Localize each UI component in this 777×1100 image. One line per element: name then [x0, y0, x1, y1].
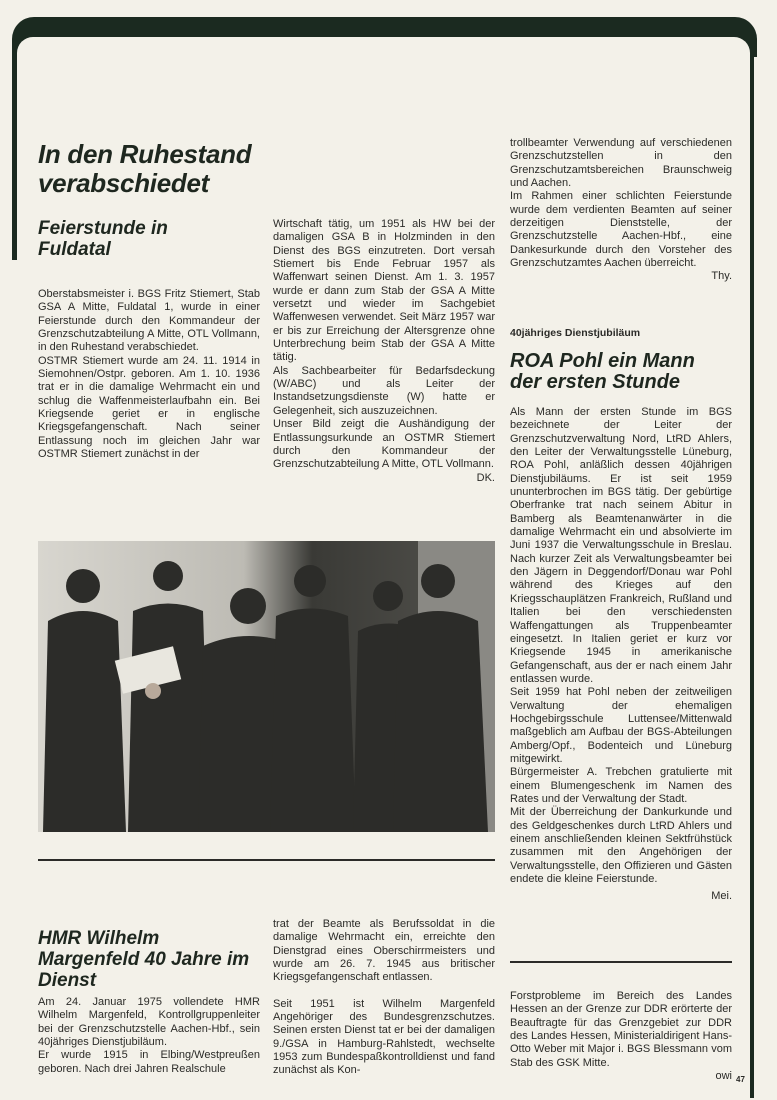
paragraph: trollbeamter Verwendung auf verschiedenen Grenzschutzstellen in den Grenzschutzamtsbereichen Braunschweig und Aachen.: [510, 137, 732, 190]
article1-photo: [38, 541, 495, 832]
paragraph: Im Rahmen einer schlichten Feierstunde wurde dem verdienten Beamten auf seiner derzeitigen Dienststelle, der Grenzschutzstelle Aachen-Hbf., eine Dankesurkunde durch den Vorsteher des Grenzschutzamtes Aachen überreicht.: [510, 190, 732, 270]
article2-title: HMR Wilhelm Margenfeld 40 Jahre im Dienst: [38, 928, 250, 991]
frame-right-border: [750, 40, 754, 1098]
article1-column1: [38, 288, 260, 461]
article2-column3: [510, 137, 732, 284]
paragraph: Als Sachbearbeiter für Bedarfsdeckung (W/ABC) und als Leiter der Instandsetzungsdienste (W) hatte er Gelegenheit, sich auszuzeichnen.: [273, 364, 495, 417]
photo-officers-ceremony: [38, 541, 495, 832]
article2-column2: [273, 918, 495, 1078]
article1-title: In den Ruhestand verabschiedet: [38, 139, 252, 198]
signature: Mei.: [711, 890, 732, 903]
signature: Thy.: [711, 270, 732, 283]
article1-subtitle: Feierstunde in Fuldatal: [38, 218, 168, 260]
frame-left-border: [12, 40, 17, 260]
paragraph: Bürgermeister A. Trebchen gratulierte mit einem Blumengeschenk im Namen des Rates und der Verwaltung der Stadt.: [510, 766, 732, 805]
paragraph: Er wurde 1915 in Elbing/Westpreußen geboren. Nach drei Jahren Realschule: [38, 1049, 260, 1075]
paragraph: trat der Beamte als Berufssoldat in die damalige Wehrmacht ein, erreichte den Dienstgrad eines Oberschirrmeisters und wurde am 26. 7. 1945 aus britischer Kriegsgefangenschaft entlassen.: [273, 918, 495, 984]
paragraph: OSTMR Stiemert wurde am 24. 11. 1914 in Siemohnen/Ostpr. geboren. Am 1. 10. 1936 trat er in die damalige Wehrmacht ein und schlug die Waffenmeisterlaufbahn ein. Bei Kriegsende geriet er in englische Kriegsgefangenschaft. Nach seiner Entlassung noch im gleichen Jahr war OSTMR Stiemert zunächst in der: [38, 354, 260, 461]
paragraph: Seit 1959 hat Pohl neben der zeitweiligen Verwaltung der ehemaligen Hochgebirgsschule Luttensee/Mittenwald maßgeblich am Aufbau der BGS-Abteilungen Amberg/Opf., Bodenteich und Lüneburg mitgewirkt.: [510, 686, 732, 765]
article4-body: [510, 990, 732, 1083]
paragraph: Als Mann der ersten Stunde im BGS bezeichnete der Leiter der Grenzschutzverwaltung Nord, LtRD Ahlers, den Leiter der Verwaltungsstelle Lüneburg, ROA Pohl, anläßlich dessen 40jährigen Dienstjubiläums. Er ist seit 1959 ununterbrochen im BGS tätig. Der gebürtige Oberfranke trat nach seinem Abitur in Bamberg als Beamtenanwärter in die damalige Wehrmacht ein und absolvierte im Juni 1937 die Verwaltungsschule in Breslau. Nach kurzer Zeit als Verwaltungsbeamter bei den Jägern in Deggendorf/Donau war Pohl während des Krieges auf den Kriegsschauplätzen Frankreich, Rußland und Italien bei den verschiedensten Waffengattungen als Truppenbeamter eingesetzt. In Italien geriet er kurz vor Kriegsende 1945 in amerikanische Gefangenschaft, aus der er nach einem Jahr entlassen wurde.: [510, 406, 732, 685]
signature: owi: [715, 1070, 732, 1083]
paragraph: Forstprobleme im Bereich des Landes Hessen an der Grenze zur DDR erörterte der Beauftragte für das Grenzgebiet zur DDR des Landes Hessen, Ministerialdirigent Hans-Otto Weber mit Major i. BGS Blessmann vom Stab des GSK Mitte.: [510, 990, 732, 1069]
page-number: 47: [736, 1075, 745, 1084]
paragraph: Mit der Überreichung der Dankurkunde und des Geldgeschenkes durch LtRD Ahlers und einem anschließenden kleinen Sektfrühstück zusammen mit den Angehörigen der Verwaltungsstelle, den Offizieren und Gästen endete die kleine Feierstunde.: [510, 806, 732, 886]
article3-body: [510, 406, 732, 904]
paragraph: Unser Bild zeigt die Aushändigung der Entlassungsurkunde an OSTMR Stiemert durch den Kommandeur der Grenzschutzabteilung A Mitte, OTL Vollmann.: [273, 418, 495, 471]
page-header-inner: [17, 37, 750, 77]
signature: DK.: [476, 471, 495, 484]
paragraph: Wirtschaft tätig, um 1951 als HW bei der damaligen GSA B in Holzminden in den Dienst des BGS einzutreten. Dort versah Stiemert bis Ende Februar 1957 als Waffenwart seinen Dienst. Am 1. 3. 1957 wurde er dann zum Stab der GSA A Mitte versetzt und wieder im Sachgebiet Waffenwesen verwendet. Seit März 1957 war er bis zur Erreichung der Altersgrenze ohne Unterbrechung beim Stab der GSA A Mitte tätig.: [273, 218, 495, 364]
paragraph: Oberstabsmeister i. BGS Fritz Stiemert, Stab GSA A Mitte, Fuldatal 1, wurde in einer Feierstunde durch den Kommandeur der Grenzschutzabteilung A Mitte, OTL Vollmann, in den Ruhestand verabschiedet.: [38, 288, 260, 354]
paragraph: Seit 1951 ist Wilhelm Margenfeld Angehöriger des Bundesgrenzschutzes. Seinen ersten Dienst tat er bei der damaligen 9./GSA in Hamburg-Rahlstedt, wechselte 1953 zum Bundespaßkontrolldienst und fand zunächst als Kon-: [273, 997, 495, 1077]
paragraph: Am 24. Januar 1975 vollendete HMR Wilhelm Margenfeld, Kontrollgruppenleiter bei der Grenzschutzstelle Aachen-Hbf., sein 40jähriges Dienstjubiläum.: [38, 996, 260, 1049]
article2-column1: [38, 996, 260, 1076]
article3-title: ROA Pohl ein Mann der ersten Stunde: [510, 350, 695, 393]
article1-column2: [273, 218, 495, 485]
article3-kicker: 40jähriges Dienstjubiläum: [510, 327, 641, 339]
section-divider: [510, 961, 732, 963]
section-divider: [38, 859, 495, 861]
